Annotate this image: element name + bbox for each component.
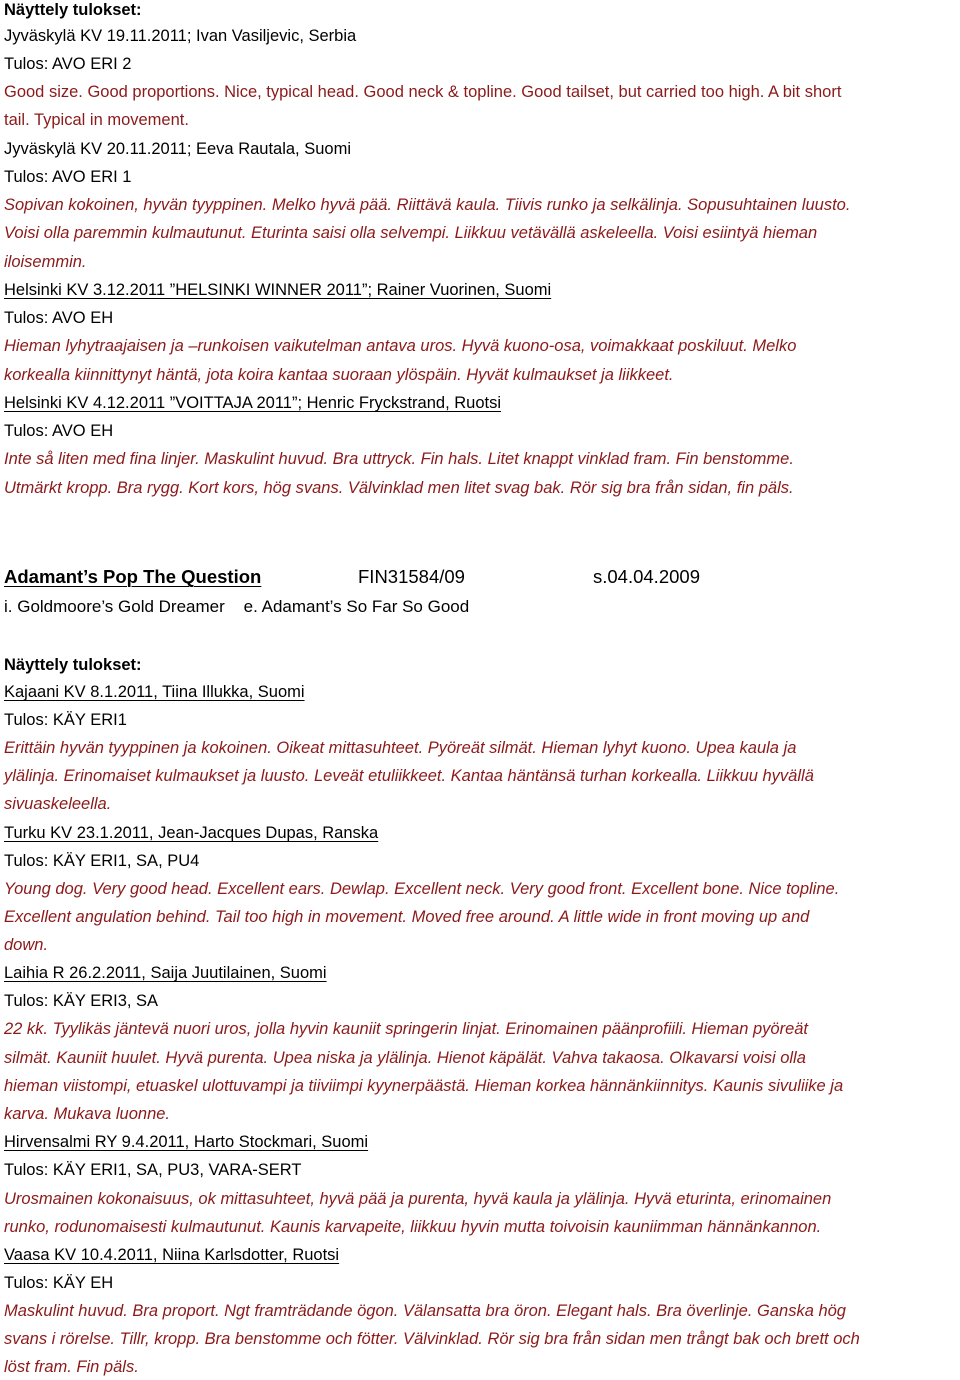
critique-line: Hieman lyhytraajaisen ja –runkoisen vaikutelman antava uros. Hyvä kuono-osa, voimakkaat poskiluut. Melko	[4, 337, 797, 355]
critique-line: iloisemmin.	[4, 253, 87, 271]
show-result: Tulos: AVO ERI 1	[4, 168, 132, 186]
dog-name: Adamant’s Pop The Question	[4, 566, 262, 587]
show-event: Helsinki KV 4.12.2011 ”VOITTAJA 2011”; Henric Fryckstrand, Ruotsi	[4, 394, 502, 412]
critique-line: hieman viistompi, etuaskel ulottuvampi ja tiiviimpi kyynerpäästä. Hieman korkea hännänkiinnitys. Kaunis sivuliike ja	[4, 1077, 844, 1095]
dog-birth-date: s.04.04.2009	[593, 566, 700, 587]
critique-line: karva. Mukava luonne.	[4, 1105, 171, 1123]
critique-line: svans i rörelse. Tillr, kropp. Bra benstomme och fötter. Välvinklad. Rör sig bra från sidan men trångt bak och brett och	[4, 1330, 860, 1348]
section-heading: Näyttely tulokset:	[4, 656, 142, 674]
show-result: Tulos: AVO ERI 2	[4, 55, 132, 73]
show-event: Jyväskylä KV 20.11.2011; Eeva Rautala, Suomi	[4, 140, 351, 158]
show-event: Jyväskylä KV 19.11.2011; Ivan Vasiljevic, Serbia	[4, 27, 357, 45]
critique-line: sivuaskeleella.	[4, 795, 112, 813]
critique-line: Urosmainen kokonaisuus, ok mittasuhteet, hyvä pää ja purenta, hyvä kaula ja ylälinja. Hyvä eturinta, erinomainen	[4, 1190, 832, 1208]
critique-line: korkealla kiinnittynyt häntä, jota koira kantaa suoraan ylöspäin. Hyvät kulmaukset ja liikkeet.	[4, 366, 674, 384]
show-result: Tulos: AVO EH	[4, 309, 114, 327]
show-result: Tulos: KÄY EH	[4, 1274, 114, 1292]
critique-line: tail. Typical in movement.	[4, 111, 189, 129]
critique-line: 22 kk. Tyylikäs jäntevä nuori uros, jolla hyvin kauniit springerin linjat. Erinomainen päänprofiili. Hieman pyöreät	[4, 1020, 809, 1038]
critique-line: Maskulint huvud. Bra proport. Ngt framträdande ögon. Välansatta bra öron. Elegant hals. Bra överlinje. Ganska hög	[4, 1302, 846, 1320]
critique-line: runko, rodunomaisesti kulmautunut. Kaunis karvapeite, liikkuu hyvin mutta toivoisin kauniimman hännänkannon.	[4, 1218, 822, 1236]
show-result: Tulos: KÄY ERI1, SA, PU4	[4, 852, 200, 870]
critique-line: Utmärkt kropp. Bra rygg. Kort kors, hög svans. Välvinklad men litet svag bak. Rör sig bra från sidan, fin päls.	[4, 479, 794, 497]
show-event: Laihia R 26.2.2011, Saija Juutilainen, Suomi	[4, 964, 327, 982]
critique-line: löst fram. Fin päls.	[4, 1358, 139, 1376]
critique-line: ylälinja. Erinomaiset kulmaukset ja luusto. Leveät etuliikkeet. Kantaa häntänsä turhan korkealla. Liikkuu hyvällä	[4, 767, 814, 785]
show-event: Helsinki KV 3.12.2011 ”HELSINKI WINNER 2011”; Rainer Vuorinen, Suomi	[4, 281, 552, 299]
show-event: Kajaani KV 8.1.2011, Tiina Illukka, Suomi	[4, 683, 305, 701]
show-result: Tulos: KÄY ERI1	[4, 711, 127, 729]
critique-line: Young dog. Very good head. Excellent ears. Dewlap. Excellent neck. Very good front. Excellent bone. Nice topline.	[4, 880, 840, 898]
show-result: Tulos: AVO EH	[4, 422, 114, 440]
show-event: Hirvensalmi RY 9.4.2011, Harto Stockmari, Suomi	[4, 1133, 369, 1151]
critique-line: silmät. Kauniit huulet. Hyvä purenta. Upea niska ja ylälinja. Hienot käpälät. Vahva takaosa. Olkavarsi voisi olla	[4, 1049, 806, 1067]
dog-reg-number: FIN31584/09	[358, 566, 465, 587]
show-event: Turku KV 23.1.2011, Jean-Jacques Dupas, Ranska	[4, 824, 379, 842]
critique-line: Erittäin hyvän tyyppinen ja kokoinen. Oikeat mittasuhteet. Pyöreät silmät. Hieman lyhyt kuono. Upea kaula ja	[4, 739, 797, 757]
show-result: Tulos: KÄY ERI1, SA, PU3, VARA-SERT	[4, 1161, 302, 1179]
critique-line: Sopivan kokoinen, hyvän tyyppinen. Melko hyvä pää. Riittävä kaula. Tiivis runko ja selkälinja. Sopusuhtainen luusto.	[4, 196, 851, 214]
section-heading: Näyttely tulokset:	[4, 1, 142, 19]
dog-parents: i. Goldmoore’s Gold Dreamer e. Adamant’s So Far So Good	[4, 597, 470, 616]
show-result: Tulos: KÄY ERI3, SA	[4, 992, 159, 1010]
show-event: Vaasa KV 10.4.2011, Niina Karlsdotter, Ruotsi	[4, 1246, 340, 1264]
critique-line: Voisi olla paremmin kulmautunut. Eturinta saisi olla selvempi. Liikkuu vetävällä askeleella. Voisi esiintyä hieman	[4, 224, 818, 242]
critique-line: Excellent angulation behind. Tail too high in movement. Moved free around. A little wide in front moving up and	[4, 908, 810, 926]
critique-line: Inte så liten med fina linjer. Maskulint huvud. Bra uttryck. Fin hals. Litet knappt vinklad fram. Fin benstomme.	[4, 450, 794, 468]
critique-line: Good size. Good proportions. Nice, typical head. Good neck & topline. Good tailset, but carried too high. A bit short	[4, 83, 842, 101]
critique-line: down.	[4, 936, 49, 954]
